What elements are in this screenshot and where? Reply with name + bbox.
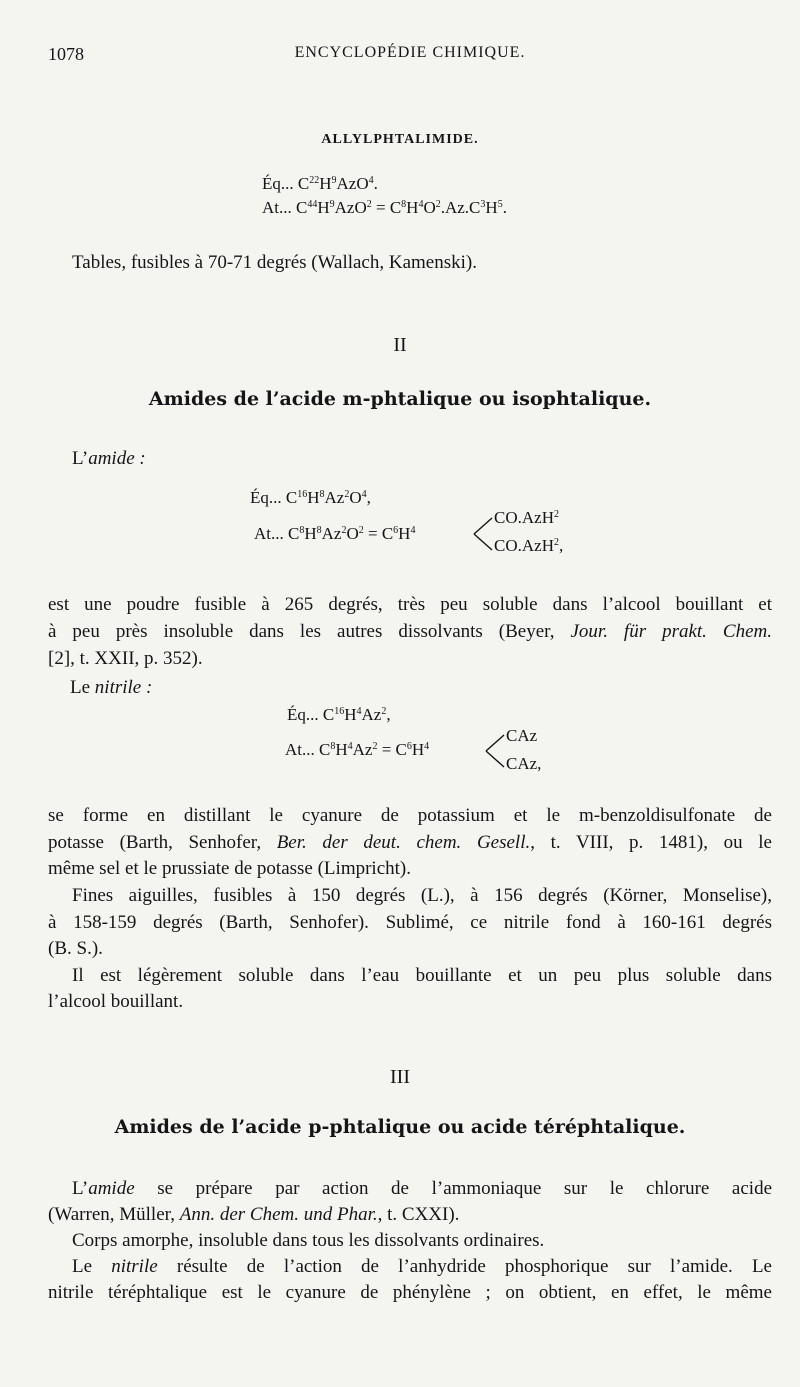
m-nitrile-paragraph-line-3: même sel et le prussiate de potasse (Limpricht).: [48, 858, 411, 879]
m-nitrile-paragraph-line-1: se forme en distillant le cyanure de potassium et le m-benzoldisulfonate de: [48, 805, 772, 826]
m-amide-atomic-formula: At... $C^8H^8Az^2O^2 = C^6H^4$: [254, 524, 416, 543]
m-nitrile-properties-line-1: Fines aiguilles, fusibles à 150 degrés (L.), à 156 degrés (Körner, Monselise),: [72, 885, 772, 906]
p-nitrile-paragraph-line-1: Le nitrile résulte de l’action de l’anhydride phosphorique sur l’amide. Le: [72, 1256, 772, 1277]
p-amide-properties-line: Corps amorphe, insoluble dans tous les dissolvants ordinaires.: [72, 1230, 545, 1251]
section-3-number: III: [390, 1066, 410, 1088]
p-amide-paragraph-line-1: L’amide se prépare par action de l’ammoniaque sur le chlorure acide: [72, 1178, 772, 1199]
m-nitrile-branch-bottom: CAz,: [506, 754, 542, 773]
allylphtalimide-title: ALLYLPHTALIMIDE.: [321, 132, 479, 147]
p-amide-paragraph-line-2: (Warren, Müller, Ann. der Chem. und Phar., t. CXXI).: [48, 1204, 460, 1225]
m-nitrile-properties-line-2: à 158-159 degrés (Barth, Senhofer). Sublimé, ce nitrile fond à 160-161 degrés: [48, 912, 772, 933]
m-nitrile-branch-top: CAz: [506, 726, 538, 745]
m-amide-branch-top: CO.AzH$^2$: [494, 508, 559, 527]
amide-label: L’amide :: [72, 448, 146, 469]
m-nitrile-equivalent-formula: Éq... $C^{16}H^4Az^2$,: [287, 705, 391, 724]
running-title: ENCYCLOPÉDIE CHIMIQUE.: [294, 44, 526, 61]
m-nitrile-paragraph-line-2: potasse (Barth, Senhofer, Ber. der deut. chem. Gesell., t. VIII, p. 1481), ou le: [48, 832, 772, 853]
allyl-text: Tables, fusibles à 70-71 degrés (Wallach, Kamenski).: [72, 252, 477, 273]
m-amide-paragraph-line-3: [2], t. XXII, p. 352).: [48, 648, 203, 669]
m-amide-branch-bracket: [472, 514, 496, 554]
m-nitrile-properties-line-3: (B. S.).: [48, 938, 103, 959]
m-nitrile-atomic-formula: At... $C^8H^4Az^2 = C^6H^4$: [285, 740, 430, 759]
allyl-atomic-formula: At... $C^{44}H^9AzO^2 = C^8H^4O^2.Az.C^3H^5$.: [262, 198, 507, 217]
page-number: 1078: [48, 44, 84, 64]
m-nitrile-solubility-line-1: Il est légèrement soluble dans l’eau bouillante et un peu plus soluble dans: [72, 965, 772, 986]
page-header: [48, 44, 772, 68]
m-nitrile-branch-bracket: [484, 731, 508, 771]
m-amide-branch-bottom: CO.AzH$^2$,: [494, 536, 564, 555]
m-amide-equivalent-formula: Éq... $C^{16}H^8Az^2O^4$,: [250, 488, 371, 507]
p-nitrile-paragraph-line-2: nitrile téréphtalique est le cyanure de phénylène ; on obtient, en effet, le même: [48, 1282, 772, 1303]
m-amide-paragraph-line-1: est une poudre fusible à 265 degrés, très peu soluble dans l’alcool bouillant et: [48, 594, 772, 615]
nitrile-label: Le nitrile :: [70, 677, 153, 698]
m-nitrile-solubility-line-2: l’alcool bouillant.: [48, 991, 184, 1012]
section-2-title: Amides de l’acide m-phtalique ou isophtalique.: [148, 388, 652, 410]
allyl-equivalent-formula: Éq... $C^{22}H^9AzO^4$.: [262, 174, 378, 193]
section-2-number: II: [393, 334, 407, 356]
section-3-title: Amides de l’acide p-phtalique ou acide téréphtalique.: [114, 1116, 686, 1138]
m-amide-paragraph-line-2: à peu près insoluble dans les autres dissolvants (Beyer, Jour. für prakt. Chem.: [48, 621, 772, 642]
